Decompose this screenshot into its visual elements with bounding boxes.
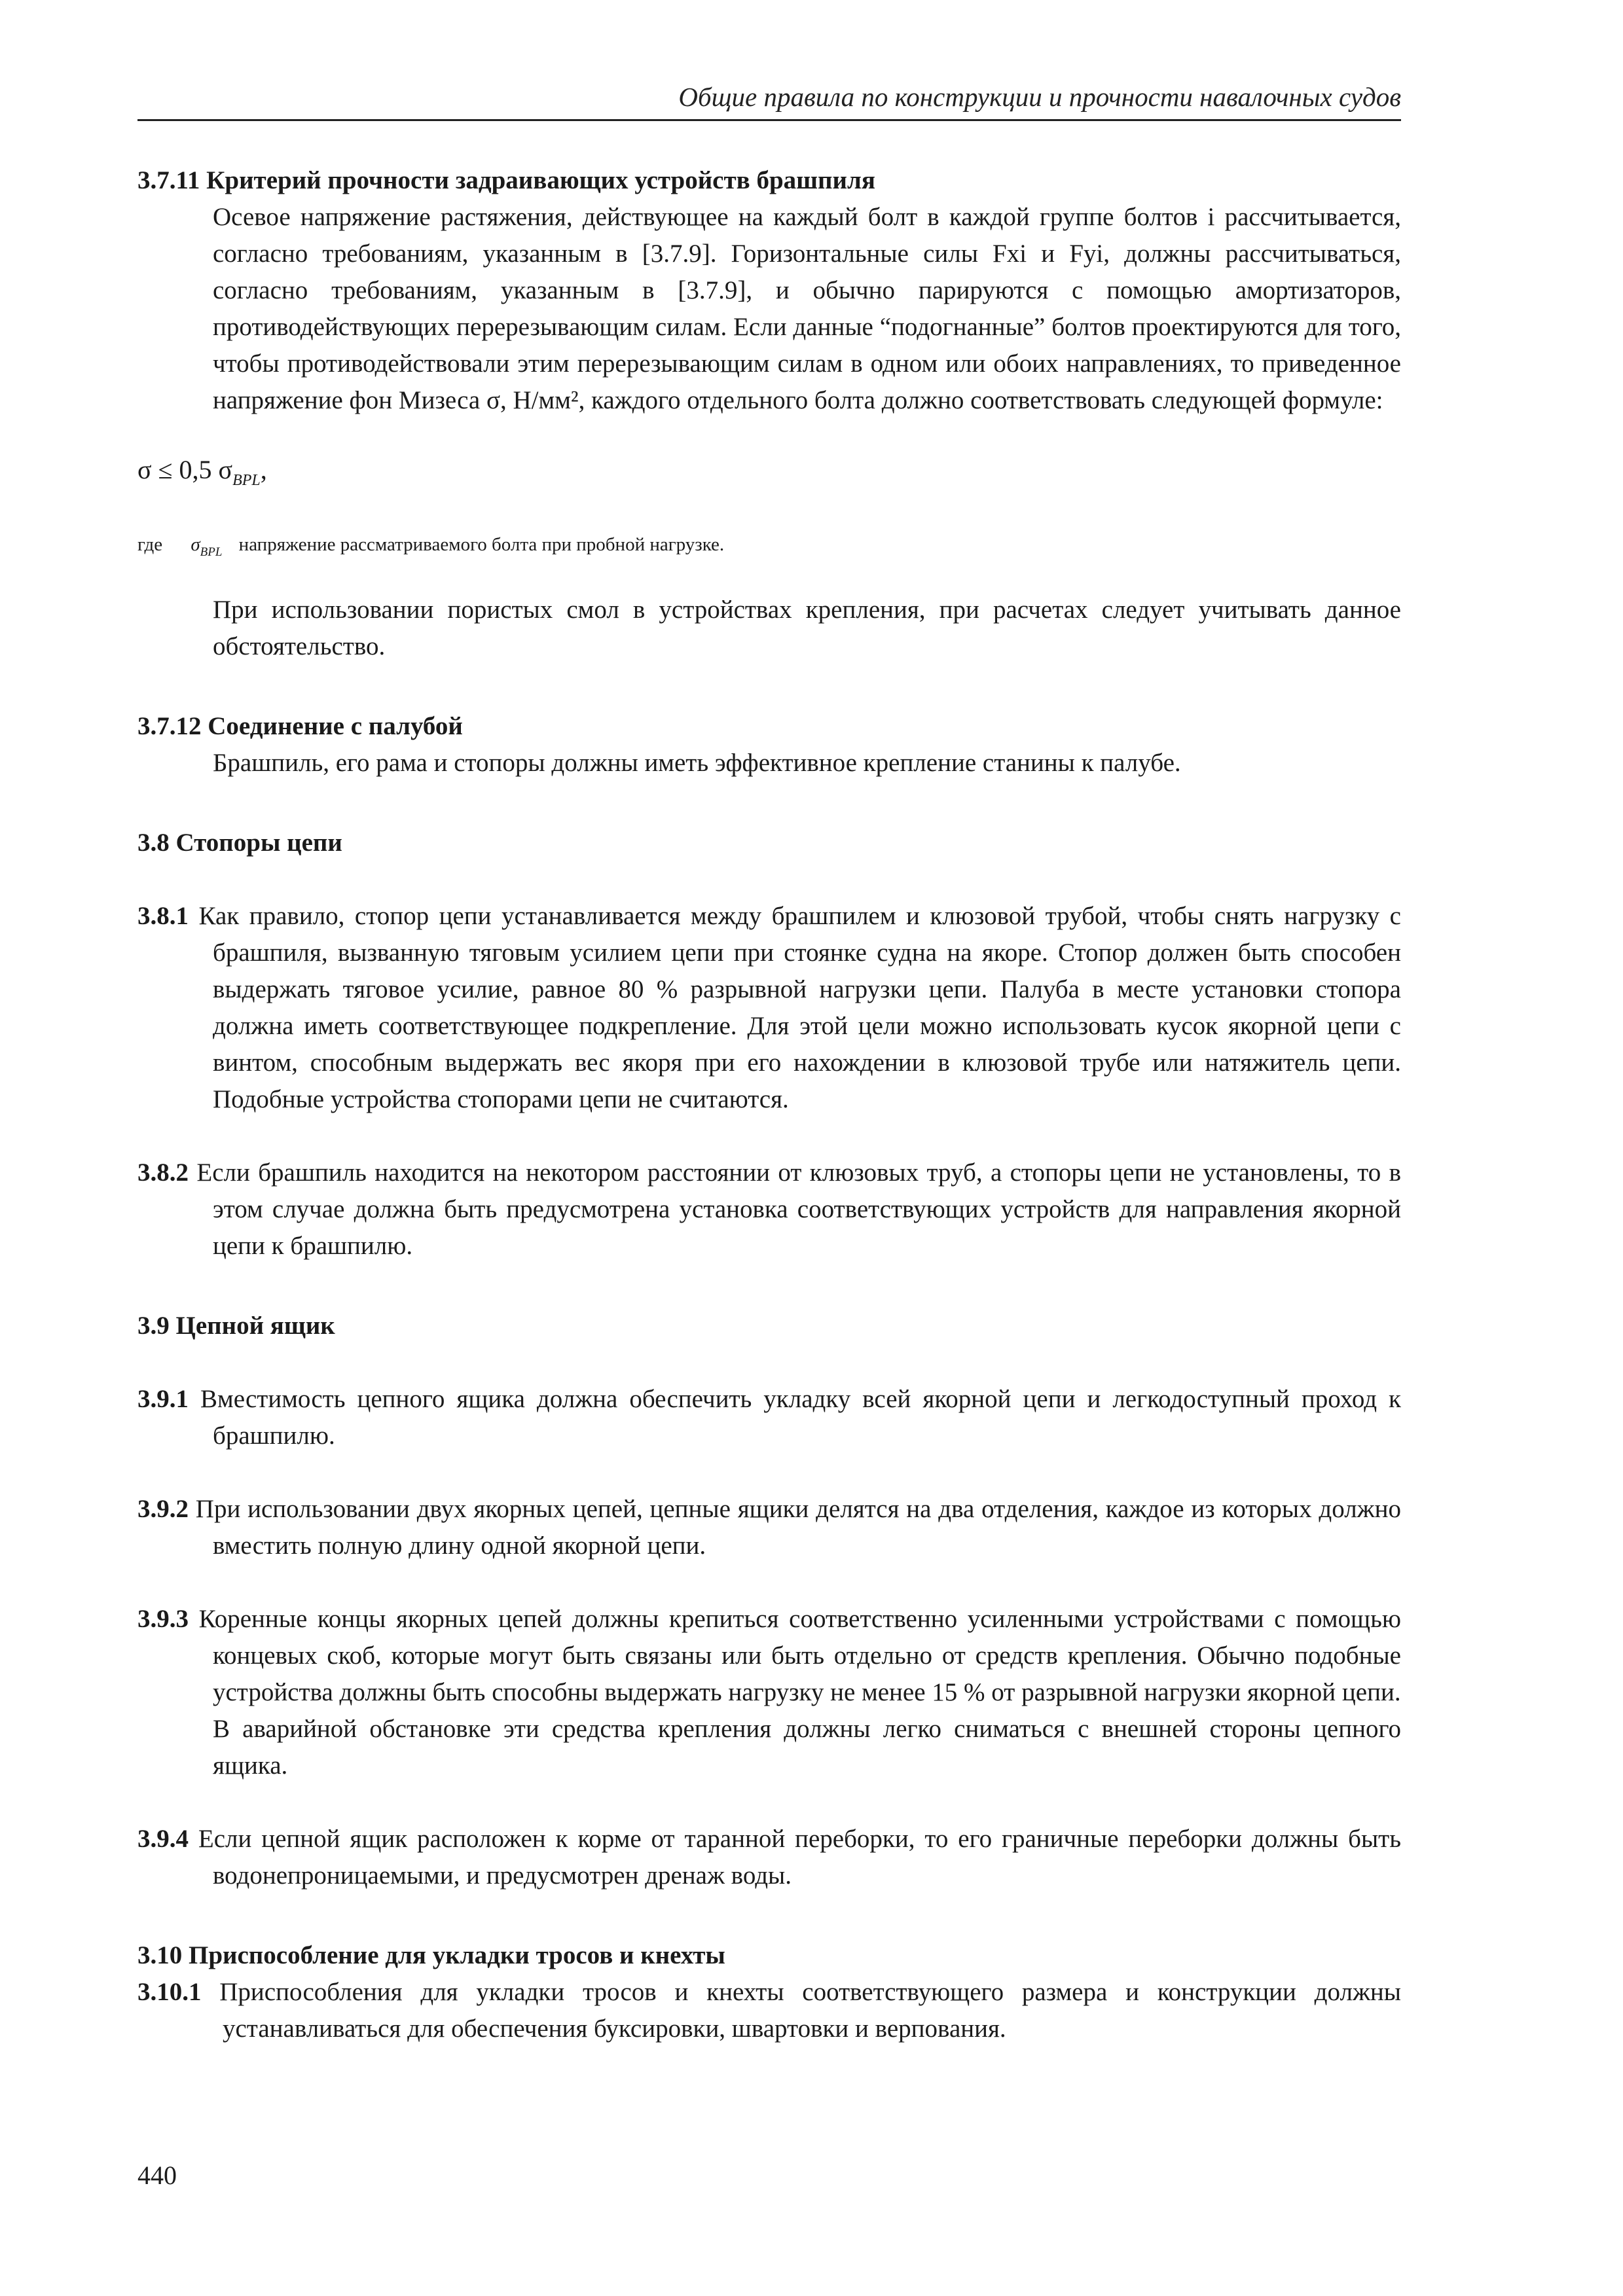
paragraph-3-8-2: 3.8.2 Если брашпиль находится на некотором расстоянии от клюзовых труб, а стопоры цепи не установлены, то в этом случае должна быть предусмотрена установка соответствующих устройств для направления якорной цепи к брашпилю. [137, 1158, 1401, 1260]
formula-legend [137, 531, 1401, 565]
where-symbol: $\sigma_{BPL}$ [191, 534, 223, 559]
formula [137, 452, 1401, 499]
section-heading-3-9: 3.9 Цепной ящик [137, 1312, 335, 1340]
paragraph-3-10-1: 3.10.1 Приспособления для укладки тросов и кнехты соответствующего размера и конструкции должны устанавливаться для обеспечения буксировки, швартовки и верпования. [137, 1978, 1401, 2043]
paragraph-3-9-2: 3.9.2 При использовании двух якорных цепей, цепные ящики делятся на два отделения, каждое из которых должно вместить полную длину одной якорной цепи. [137, 1495, 1401, 1560]
paragraph-3-9-4: 3.9.4 Если цепной ящик расположен к корме от таранной переборки, то его граничные переборки должны быть водонепроницаемыми, и предусмотрен дренаж воды. [137, 1825, 1401, 1890]
running-header [137, 73, 1401, 121]
where-text: напряжение рассматриваемого болта при пробной нагрузке. [238, 534, 725, 555]
header-title: Общие правила по конструкции и прочности навалочных судов [678, 82, 1401, 112]
paragraph-3-7-11-1: Осевое напряжение растяжения, действующее на каждый болт в каждой группе болтов i рассчитывается, согласно требованиям, указанным в [3.7.9]. Горизонтальные силы Fxi и Fyi, должны рассчитываться, согласно требованиям, указанным в [3.7.9], и обычно парируются с помощью амортизаторов, противодействующих перерезывающим силам. Если данные “подогнанные” болтов проектируются для того, чтобы противодействовали этим перерезывающим силам в одном или обоих направлениях, то приведенное напряжение фон Мизеса σ, Н/мм², каждого отдельного болта должно соответствовать следующей формуле: [213, 203, 1401, 414]
paragraph-3-7-11-2: При использовании пористых смол в устройствах крепления, при расчетах следует учитывать данное обстоятельство. [213, 596, 1401, 660]
page-body [137, 162, 1401, 2047]
paragraph-3-7-12-1: Брашпиль, его рама и стопоры должны иметь эффективное крепление станины к палубе. [213, 749, 1181, 777]
formula-subscript: BPL [232, 472, 261, 489]
formula-main: σ ≤ 0,5 σ [137, 455, 233, 484]
where-label: где [137, 534, 163, 555]
page-number: 440 [137, 2161, 177, 2190]
section-heading-3-7-11: 3.7.11 Критерий прочности задраивающих устройств брашпиля [137, 166, 875, 194]
section-heading-3-7-12: 3.7.12 Соединение с палубой [137, 712, 463, 740]
paragraph-3-8-1: 3.8.1 Как правило, стопор цепи устанавливается между брашпилем и клюзовой трубой, чтобы снять нагрузку с брашпиля, вызванную тяговым усилием цепи при стоянке судна на якоре. Стопор должен быть способен выдержать тяговое усилие, равное 80 % разрывной нагрузки цепи. Палуба в месте установки стопора должна иметь соответствующее подкрепление. Для этой цели можно использовать кусок якорной цепи с винтом, способным выдержать вес якоря при его нахождении в клюзовой трубе или натяжитель цепи. Подобные устройства стопорами цепи не считаются. [137, 902, 1401, 1113]
section-heading-3-10: 3.10 Приспособление для укладки тросов и кнехты [137, 1941, 725, 1969]
section-heading-3-8: 3.8 Стопоры цепи [137, 829, 342, 857]
paragraph-3-9-3-b: В аварийной обстановке эти средства крепления должны легко сниматься с внешней стороны цепного ящика. [213, 1715, 1401, 1780]
formula-end: , [260, 455, 267, 484]
paragraph-3-9-1: 3.9.1 Вместимость цепного ящика должна обеспечить укладку всей якорной цепи и легкодоступный проход к брашпилю. [137, 1385, 1401, 1450]
paragraph-3-9-3: 3.9.3 Коренные концы якорных цепей должны крепиться соответственно усиленными устройствами с помощью концевых скоб, которые могут быть связаны или быть отдельно от средств крепления. Обычно подобные устройства должны быть способны выдержать нагрузку не менее 15 % от разрывной нагрузки якорной цепи. [137, 1605, 1401, 1706]
